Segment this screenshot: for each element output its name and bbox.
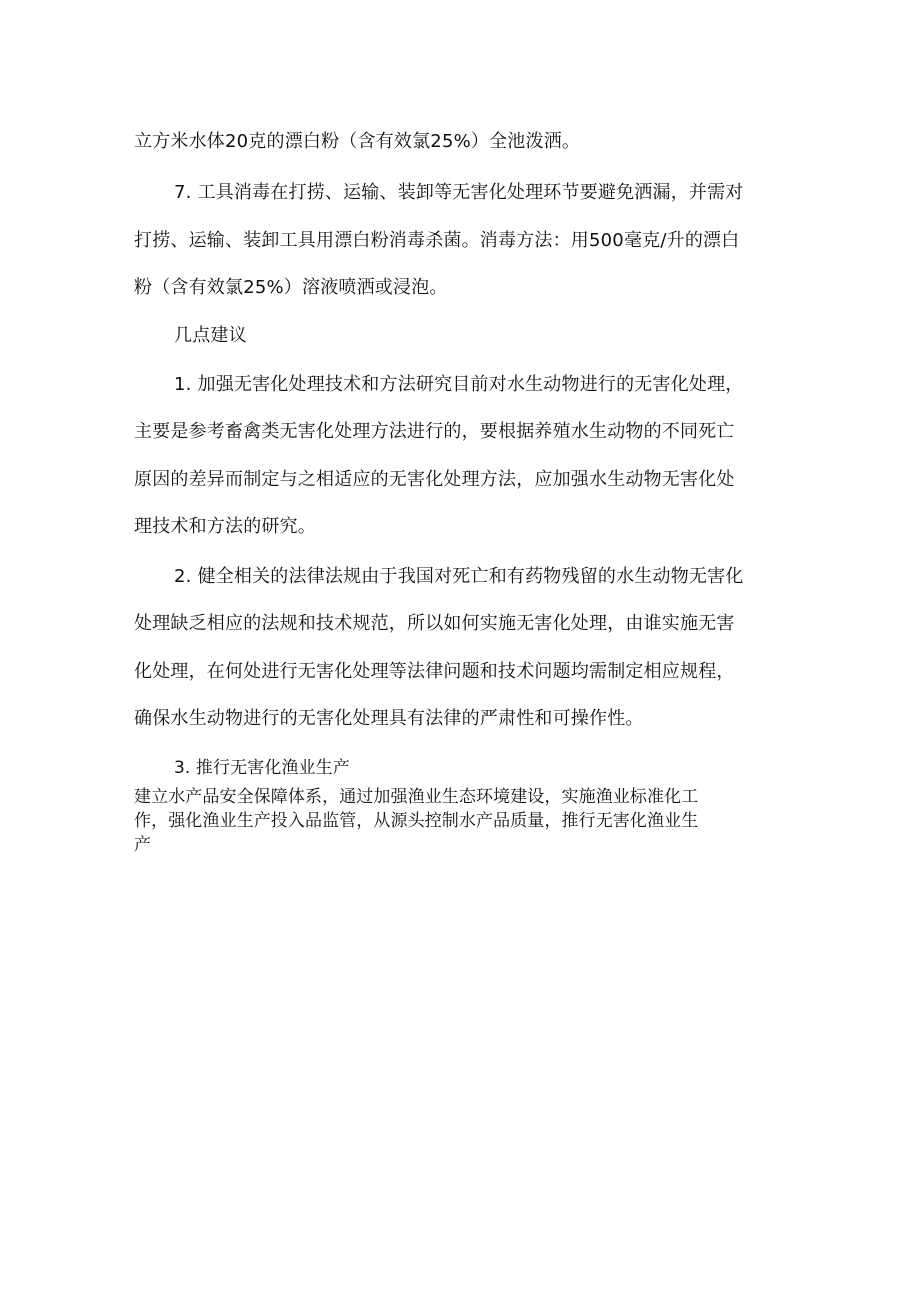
- paragraph-line: 作，强化渔业生产投入品监管，从源头控制水产品质量，推行无害化渔业生: [134, 811, 699, 831]
- paragraph-line: 建立水产品安全保障体系，通过加强渔业生态环境建设，实施渔业标准化工: [134, 787, 699, 807]
- paragraph-line: 确保水生动物进行的无害化处理具有法律的严肃性和可操作性。: [134, 708, 644, 729]
- section-heading: 几点建议: [174, 325, 247, 346]
- paragraph-line: 1. 加强无害化处理技术和方法研究目前对水生动物进行的无害化处理，: [174, 374, 744, 395]
- paragraph-line: 粉（含有效氯25%）溶液喷洒或浸泡。: [134, 277, 448, 298]
- paragraph-line: 主要是参考畜禽类无害化处理方法进行的，要根据养殖水生动物的不同死亡: [134, 421, 735, 442]
- paragraph-line: 原因的差异而制定与之相适应的无害化处理方法，应加强水生动物无害化处: [134, 469, 735, 490]
- paragraph-line: 立方米水体20克的漂白粉（含有效氯25%）全池泼洒。: [134, 131, 581, 152]
- paragraph-line: 产: [134, 835, 152, 855]
- section-heading: 3. 推行无害化渔业生产: [174, 758, 350, 778]
- paragraph-line: 理技术和方法的研究。: [134, 516, 316, 537]
- paragraph-line: 2. 健全相关的法律法规由于我国对死亡和有药物残留的水生动物无害化: [174, 566, 744, 587]
- paragraph-line: 化处理，在何处进行无害化处理等法律问题和技术问题均需制定相应规程，: [134, 661, 735, 682]
- paragraph-line: 处理缺乏相应的法规和技术规范，所以如何实施无害化处理，由谁实施无害: [134, 613, 735, 634]
- paragraph-line: 7. 工具消毒在打捞、运输、装卸等无害化处理环节要避免洒漏，并需对: [174, 182, 744, 203]
- paragraph-line: 打捞、运输、装卸工具用漂白粉消毒杀菌。消毒方法：用500毫克/升的漂白: [134, 230, 740, 251]
